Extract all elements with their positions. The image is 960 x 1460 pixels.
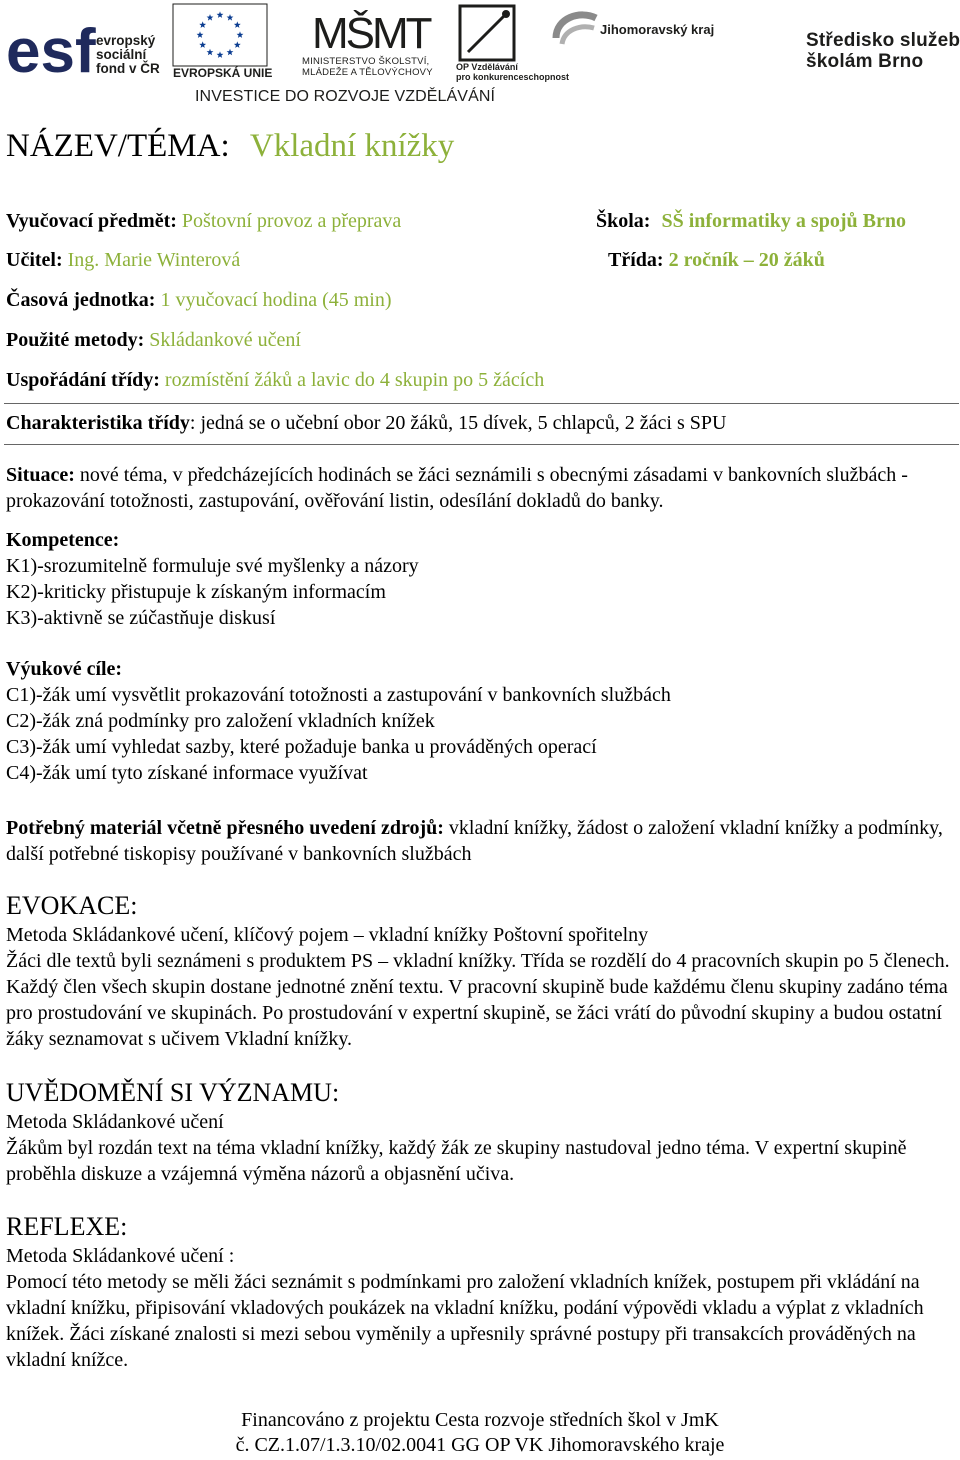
- eu-logo: [173, 4, 273, 82]
- footer-line: Financováno z projektu Cesta rozvoje středních škol v JmK: [241, 1409, 719, 1431]
- msmt-logo: [302, 0, 440, 82]
- op-label-line: OP Vzdělávání: [456, 62, 518, 72]
- uvedomeni-line1: Metoda Skládankové učení: [6, 1111, 224, 1133]
- op-logo: [456, 4, 570, 84]
- trida-row: [608, 248, 825, 272]
- title-label: NÁZEV/TÉMA:: [6, 128, 230, 164]
- jednotka-row: [6, 288, 392, 312]
- kompetence-item: K3)-aktivně se zúčastňuje diskusí: [6, 607, 276, 629]
- esf-text: [96, 34, 160, 76]
- usporadani-label: Uspořádání třídy:: [6, 369, 160, 391]
- ucitel-label: Učitel:: [6, 249, 63, 271]
- divider: [4, 403, 959, 404]
- charakteristika-row: [6, 411, 726, 435]
- uvedomeni-heading: UVĚDOMĚNÍ SI VÝZNAMU:: [6, 1078, 340, 1107]
- material-text: vkladní knížky, žádost o založení vkladní knížky a podmínky, další potřebné tiskopisy používané v bankovních službách: [6, 817, 943, 865]
- op-label: [456, 62, 569, 82]
- cile-item: C4)-žák umí tyto získané informace využívat: [6, 762, 368, 784]
- reflexe-line1: Metoda Skládankové učení :: [6, 1245, 235, 1267]
- footer-line: č. CZ.1.07/1.3.10/02.0041 GG OP VK Jihomoravského kraje: [235, 1434, 725, 1456]
- ss-label-line: Středisko služeb: [806, 30, 960, 51]
- skola-label: Škola:: [596, 210, 651, 232]
- msmt-mark-text: MŠMT: [312, 9, 430, 58]
- skola-value: SŠ informatiky a spojů Brno: [661, 210, 906, 232]
- ucitel-value: Ing. Marie Winterová: [67, 249, 241, 271]
- kompetence-block: [6, 527, 956, 631]
- title-value: Vkladní knížky: [249, 128, 455, 164]
- page-title: [6, 126, 454, 166]
- skola-row: [596, 209, 906, 233]
- trida-label: Třída:: [608, 249, 664, 271]
- situace-block: [6, 462, 956, 514]
- cile-item: C3)-žák umí vyhledat sazby, které požaduje banka u prováděných operací: [6, 736, 597, 758]
- msmt-label: [302, 56, 433, 78]
- trida-value: 2 ročník – 20 žáků: [668, 249, 825, 271]
- msmt-label-line: MLÁDEŽE A TĚLOVÝCHOVY: [302, 67, 433, 78]
- jmk-label: Jihomoravský kraj: [600, 22, 715, 37]
- charakteristika-text: : jedná se o učební obor 20 žáků, 15 dívek, 5 chlapců, 2 žáci s SPU: [189, 412, 727, 434]
- reflexe-text: Pomocí této metody se měli žáci seznámit s podmínkami pro založení vkladních knížek, postupem při vkládání na vkladní knížku, připisování vkladových poukázek na vkladní knížku, podání výpovědi vkladu a výplat z vkladních knížek. Žáci získané znalosti si mezi sebou vyměnily a upřesnily správné postupy při transakcích prováděných na vkladní knížce.: [6, 1271, 924, 1371]
- cile-item: C1)-žák umí vysvětlit prokazování totožnosti a zastupování v bankovních službách: [6, 684, 671, 706]
- op-mark-icon: [458, 4, 516, 62]
- evokace-heading: EVOKACE:: [6, 891, 138, 920]
- esf-text-line: sociální: [96, 47, 147, 62]
- predmet-row: [6, 209, 401, 233]
- esf-logo: [4, 4, 170, 84]
- situace-label: Situace:: [6, 464, 75, 486]
- cile-item: C2)-žák zná podmínky pro založení vkladních knížek: [6, 710, 435, 732]
- eu-flag-icon: [173, 4, 267, 66]
- msmt-label-line: MINISTERSTVO ŠKOLSTVÍ,: [302, 56, 430, 67]
- evokace-block: [6, 922, 956, 1052]
- material-label: Potřebný materiál včetně přesného uvedení zdrojů:: [6, 817, 444, 839]
- op-label-line: pro konkurenceschopnost: [456, 72, 570, 82]
- ss-label-line: školám Brno: [806, 51, 924, 72]
- usporadani-value: rozmístění žáků a lavic do 4 skupin po 5 žácích: [164, 369, 545, 391]
- logo-bar: [0, 0, 960, 110]
- divider: [4, 444, 959, 445]
- jmk-mark-icon: [550, 8, 600, 48]
- ss-logo: [806, 30, 960, 72]
- esf-text-line: fond v ČR: [96, 61, 160, 76]
- situace-text: nové téma, v předcházejících hodinách se žáci seznámili s obecnými zásadami v bankovních službách - prokazování totožnosti, zastupování, ověřování listin, odesílání dokladů do banky.: [6, 464, 908, 512]
- material-block: [6, 815, 956, 867]
- jmk-logo: [550, 8, 740, 58]
- esf-text-line: evropský: [96, 33, 156, 48]
- metody-value: Skládankové učení: [149, 329, 301, 351]
- jednotka-label: Časová jednotka:: [6, 289, 156, 311]
- jednotka-value: 1 vyučovací hodina (45 min): [160, 289, 392, 311]
- evokace-text: Žáci dle textů byli seznámeni s produktem PS – vkladní knížky. Třída se rozdělí do 4 pracovních skupin po 5 členech. Každý člen všech skupin dostane jednotné znění textu. V pracovní skupině bude každému členu skupiny zadáno téma pro prostudování ve skupinách. Po prostudování v expertní skupině, se žáci vrátí do původní skupiny a budou ostatní žáky seznamovat s učivem Vkladní knížky.: [6, 950, 950, 1050]
- metody-row: [6, 328, 301, 352]
- cile-block: [6, 656, 956, 786]
- evokace-line1: Metoda Skládankové učení, klíčový pojem – vkladní knížky Poštovní spořitelny: [6, 924, 649, 946]
- predmet-label: Vyučovací předmět:: [6, 210, 177, 232]
- kompetence-item: K2)-kriticky přistupuje k získaným informacím: [6, 581, 386, 603]
- kompetence-label: Kompetence:: [6, 529, 120, 551]
- reflexe-block: [6, 1243, 956, 1373]
- usporadani-row: [6, 368, 544, 392]
- kompetence-item: K1)-srozumitelně formuluje své myšlenky a názory: [6, 555, 419, 577]
- msmt-mark-icon: [310, 0, 430, 58]
- uvedomeni-block: [6, 1109, 956, 1187]
- predmet-value: Poštovní provoz a přeprava: [181, 210, 402, 232]
- uvedomeni-text: Žákům byl rozdán text na téma vkladní knížky, každý žák ze skupiny nastudoval jedno téma. V expertní skupině proběhla diskuze a vzájemná výměna názorů a objasnění učiva.: [6, 1137, 907, 1185]
- metody-label: Použité metody:: [6, 329, 145, 351]
- ucitel-row: [6, 248, 240, 272]
- reflexe-heading: REFLEXE:: [6, 1212, 128, 1241]
- esf-mark-text: esf: [6, 17, 96, 86]
- footer: [0, 1408, 960, 1458]
- cile-label: Výukové cíle:: [6, 658, 123, 680]
- eu-label: EVROPSKÁ UNIE: [173, 66, 273, 80]
- esf-mark-icon: [4, 4, 94, 84]
- investice-label: INVESTICE DO ROZVOJE VZDĚLÁVÁNÍ: [195, 88, 496, 105]
- charakteristika-label: Charakteristika třídy: [6, 412, 190, 434]
